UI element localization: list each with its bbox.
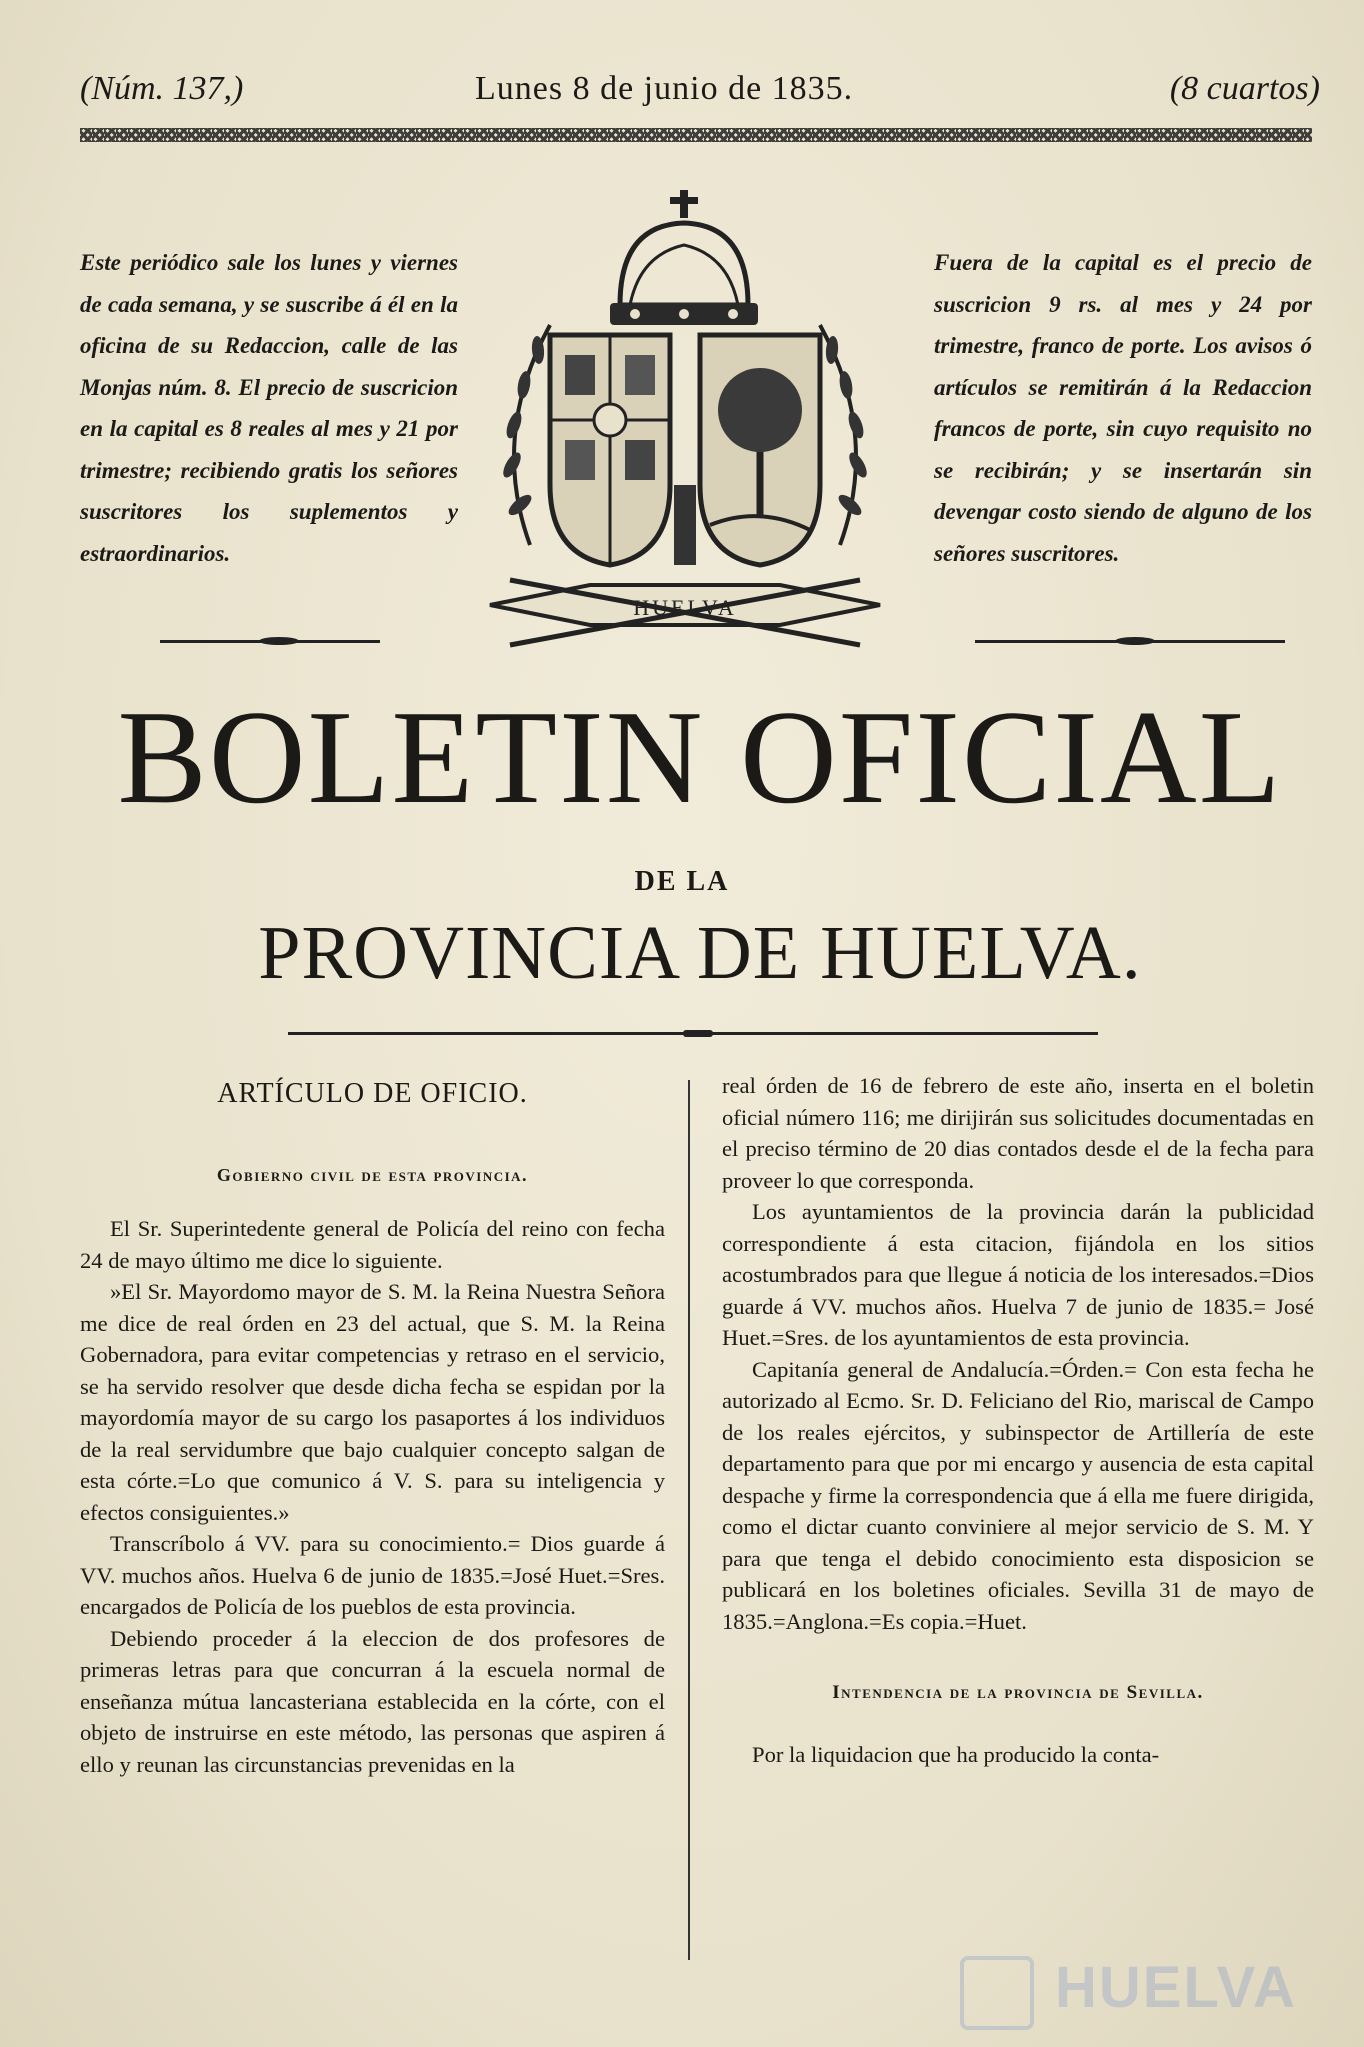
province-title: PROVINCIA DE HUELVA. <box>258 911 1142 995</box>
subsection-title: Intendencia de la provincia de Sevilla. <box>832 1682 1204 1703</box>
left-notice-rule <box>160 640 380 643</box>
subscription-notice-right: Fuera de la capital es el precio de suscricion 9 rs. al mes y 24 por trimestre, franco de porte. Los avisos ó artículos se remitirán á la Redaccion francos de porte, sin cuyo requisito no se recibirán; y se insertarán sin devengar costo siendo de alguno de los señores suscritores. <box>934 250 1312 566</box>
watermark-text: HUELVA <box>1055 1955 1297 2020</box>
paragraph: El Sr. Superintedente general de Policía del reino con fecha 24 de mayo último me dice lo siguiente. <box>80 1216 665 1273</box>
section-title: ARTÍCULO DE OFICIO. <box>217 1078 528 1109</box>
issue-date: Lunes 8 de junio de 1835. <box>475 70 854 107</box>
crest-ribbon-text: HUELVA <box>633 595 737 620</box>
paragraph: Debiendo proceder á la eleccion de dos profesores de primeras letras para que concurran á la escuela normal de enseñanza mútua lancasteriana establecida en la córte, con el objeto de instruirse en este método, las personas que aspiren á ello y reunan las circunstancias prevenidas en la <box>80 1625 665 1777</box>
paragraph: Transcríbolo á VV. para su conocimiento.= Dios guarde á VV. muchos años. Huelva 6 de junio de 1835.=José Huet.=Sres. encargados de Policía de los pueblos de esta provincia. <box>80 1531 665 1619</box>
left-column <box>80 1070 665 1780</box>
right-column <box>722 1070 1314 1770</box>
subscription-notice-left: Este periódico sale los lunes y viernes de cada semana, y se suscribe á él en la oficina de su Redaccion, calle de las Monjas núm. 8. El precio de suscricion en la capital es 8 reales al mes y 21 por trimestre; recibiendo gratis los señores suscritores los suplementos y estraordinarios. <box>80 250 458 566</box>
column-divider <box>688 1080 690 1960</box>
masthead <box>80 70 1320 120</box>
paragraph: Capitanía general de Andalucía.=Órden.= Con esta fecha he autorizado al Ecmo. Sr. D. Feliciano del Rio, mariscal de Campo de los reales ejércitos, y subinspector de Artillería de este departamento para que por mi encargo y ausencia de esta capital despache y firme la correspondencia que á ella me fuere dirigida, como el dictar cuanto conviniere al mejor servicio de S. M. Y para que tenga el debido conocimiento esta disposicion se publicará en los boletines oficiales. Sevilla 31 de mayo de 1835.=Anglona.=Es copia.=Huet. <box>722 1356 1314 1634</box>
paragraph: Por la liquidacion que ha producido la conta- <box>752 1741 1160 1767</box>
ornamental-border <box>80 128 1312 142</box>
paragraph: Los ayuntamientos de la provincia darán la publicidad correspondiente á esta citacion, fijándola en los sitios acostumbrados para que llegue á noticia de los interesados.=Dios guarde á VV. muchos años. Huelva 7 de junio de 1835.= José Huet.=Sres. de los ayuntamientos de esta provincia. <box>722 1199 1314 1350</box>
title-rule <box>288 1030 1098 1037</box>
archive-watermark <box>960 1950 1297 2030</box>
paragraph: real órden de 16 de febrero de este año, inserta en el boletin oficial número 116; me dirijirán sus solicitudes documentadas en el preciso término de 20 dias contados desde el de la fecha para proveer lo que corresponda. <box>722 1073 1314 1193</box>
newspaper-title: BOLETIN OFICIAL <box>117 683 1283 831</box>
issue-price: (8 cuartos) <box>1169 70 1320 107</box>
issue-number: (Núm. 137,) <box>80 70 244 107</box>
coat-of-arms-icon <box>470 185 900 655</box>
title-connector: DE LA <box>634 866 730 897</box>
watermark-logo-icon <box>960 1956 1034 2030</box>
paragraph: »El Sr. Mayordomo mayor de S. M. la Reina Nuestra Señora me dice de real órden en 23 del actual, que S. M. la Reina Gobernadora, para evitar competencias y retraso en el servicio, se ha servido resolver que desde dicha fecha se espidan por la mayordomía mayor de su cargo los pasaportes á los individuos de la real servidumbre que bajo cualquier concepto salgan de esta córte.=Lo que comunico á V. S. para su inteligencia y efectos consiguientes.» <box>80 1279 665 1525</box>
subsection-title: Gobierno civil de esta provincia. <box>216 1164 529 1185</box>
right-notice-rule <box>975 640 1285 643</box>
